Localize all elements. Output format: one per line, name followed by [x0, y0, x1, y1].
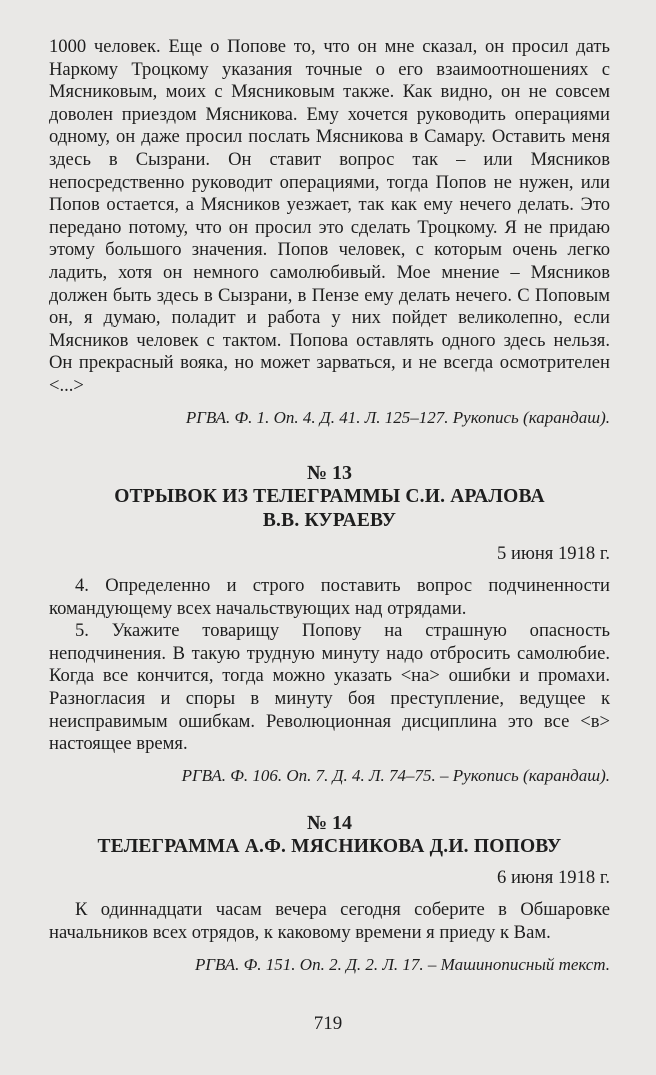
document-paragraph: 5. Укажите товарищу Попову на страшную опасность неподчинения. В такую трудную минуту надо отбросить самолюбие. Когда все кончится, тогда можно указать <на> ошибки и промахи. Разногласия и споры в минуту боя преступление, ведущее к неисправимым ошибкам. Революционная дисциплина это все <в> настоящее время.: [49, 620, 610, 755]
document-title-line: ОТРЫВОК ИЗ ТЕЛЕГРАММЫ С.И. АРАЛОВА: [114, 485, 545, 507]
page-number: 719: [313, 1013, 343, 1034]
document-title-line: ТЕЛЕГРАММА А.Ф. МЯСНИКОВА Д.И. ПОПОВУ: [97, 835, 562, 857]
document-13: [49, 461, 610, 787]
document-date: 5 июня 1918 г.: [497, 542, 610, 564]
archival-source-reference: РГВА. Ф. 1. Оп. 4. Д. 41. Л. 125–127. Рукопись (карандаш).: [185, 407, 610, 427]
archival-source-reference: РГВА. Ф. 151. Оп. 2. Д. 2. Л. 17. – Машинописный текст.: [194, 954, 610, 974]
document-number: № 14: [306, 811, 353, 834]
document-date: 6 июня 1918 г.: [497, 866, 610, 888]
archival-source-reference: РГВА. Ф. 106. Оп. 7. Д. 4. Л. 74–75. – Рукопись (карандаш).: [181, 765, 610, 785]
document-14: [49, 811, 610, 976]
document-paragraph: 4. Определенно и строго поставить вопрос подчиненности командующему всех начальствующих над отрядами.: [49, 575, 610, 619]
document-number: № 13: [306, 461, 353, 484]
letter-body-text: 1000 человек. Еще о Попове то, что он мне сказал, он просил дать Наркому Троцкому указания точные о его взаимоотношениях с Мясниковым, моих с Мясниковым также. Как видно, он не совсем доволен приездом Мясникова. Ему хочется руководить операциями одному, он даже просил послать Мясникова в Самару. Оставить меня здесь в Сызрани. Он ставит вопрос так – или Мясников непосредственно руководит операциями, тогда Попов не нужен, или Попов остается, а Мясников уезжает, так как ему нечего делать. Это передано потому, что он просил это сделать Троцкому. Я не придаю этому большого значения. Попов человек, с которым очень легко ладить, хотя он немного самолюбивый. Мое мнение – Мясников должен быть здесь в Сызрани, в Пензе ему делать нечего. С Поповым он, я думаю, поладит и работа у них пойдет великолепно, если Мясников человек с тактом. Попова оставлять одного здесь нельзя. Он прекрасный вояка, но может зарваться, и не всегда осмотрителен <...>: [49, 36, 610, 396]
document-paragraph: К одиннадцати часам вечера сегодня соберите в Обшаровке начальников всех отрядов, к каковому времени я приеду к Вам.: [49, 899, 610, 944]
letter-continuation: [49, 36, 610, 429]
document-title-line: В.В. КУРАЕВУ: [262, 509, 397, 531]
